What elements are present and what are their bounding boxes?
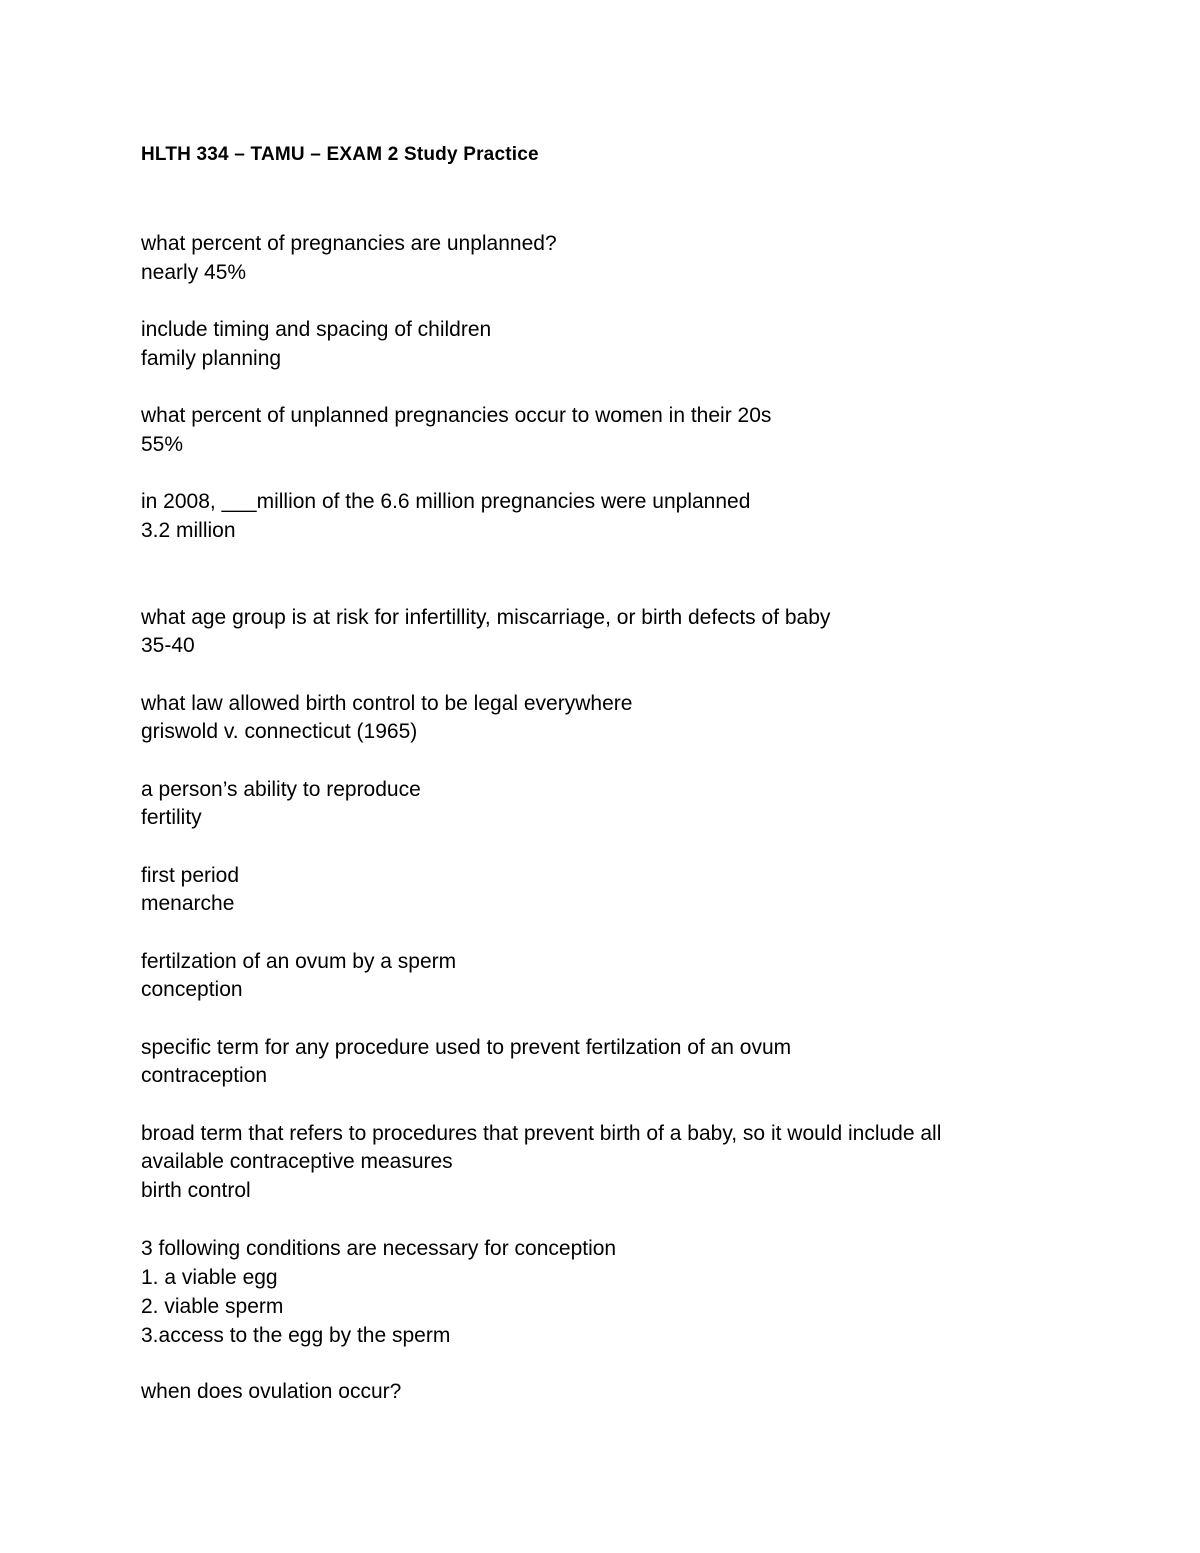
document-title: HLTH 334 – TAMU – EXAM 2 Study Practice [141, 144, 539, 165]
answer-line: conception [141, 978, 243, 1001]
answer-line: family planning [141, 347, 282, 370]
answer-line: 3.2 million [141, 519, 236, 542]
question-line: what age group is at risk for infertillity, miscarriage, or birth defects of baby [141, 606, 831, 629]
question-line: what percent of unplanned pregnancies occur to women in their 20s [141, 404, 772, 427]
question-line: fertilzation of an ovum by a sperm [141, 950, 457, 973]
answer-line: griswold v. connecticut (1965) [141, 720, 418, 743]
question-line: first period [141, 864, 240, 887]
answer-line: 55% [141, 433, 184, 456]
question-line: available contraceptive measures [141, 1150, 453, 1173]
question-line: what law allowed birth control to be legal everywhere [141, 692, 633, 715]
answer-line: birth control [141, 1179, 251, 1202]
question-line: include timing and spacing of children [141, 318, 492, 341]
answer-line: fertility [141, 806, 202, 829]
answer-line: menarche [141, 892, 235, 915]
question-line: when does ovulation occur? [141, 1380, 402, 1403]
question-line: in 2008, ___million of the 6.6 million pregnancies were unplanned [141, 490, 751, 513]
answer-line: contraception [141, 1064, 268, 1087]
answer-line: 1. a viable egg [141, 1266, 278, 1289]
question-line: what percent of pregnancies are unplanned? [141, 232, 557, 255]
question-line: 3 following conditions are necessary for conception [141, 1237, 617, 1260]
answer-line: 2. viable sperm [141, 1295, 284, 1318]
question-line: a person’s ability to reproduce [141, 778, 421, 801]
question-line: specific term for any procedure used to prevent fertilzation of an ovum [141, 1036, 792, 1059]
question-line: broad term that refers to procedures that prevent birth of a baby, so it would include all [141, 1122, 942, 1145]
answer-line: 35-40 [141, 634, 195, 657]
answer-line: 3.access to the egg by the sperm [141, 1324, 451, 1347]
answer-line: nearly 45% [141, 261, 247, 284]
